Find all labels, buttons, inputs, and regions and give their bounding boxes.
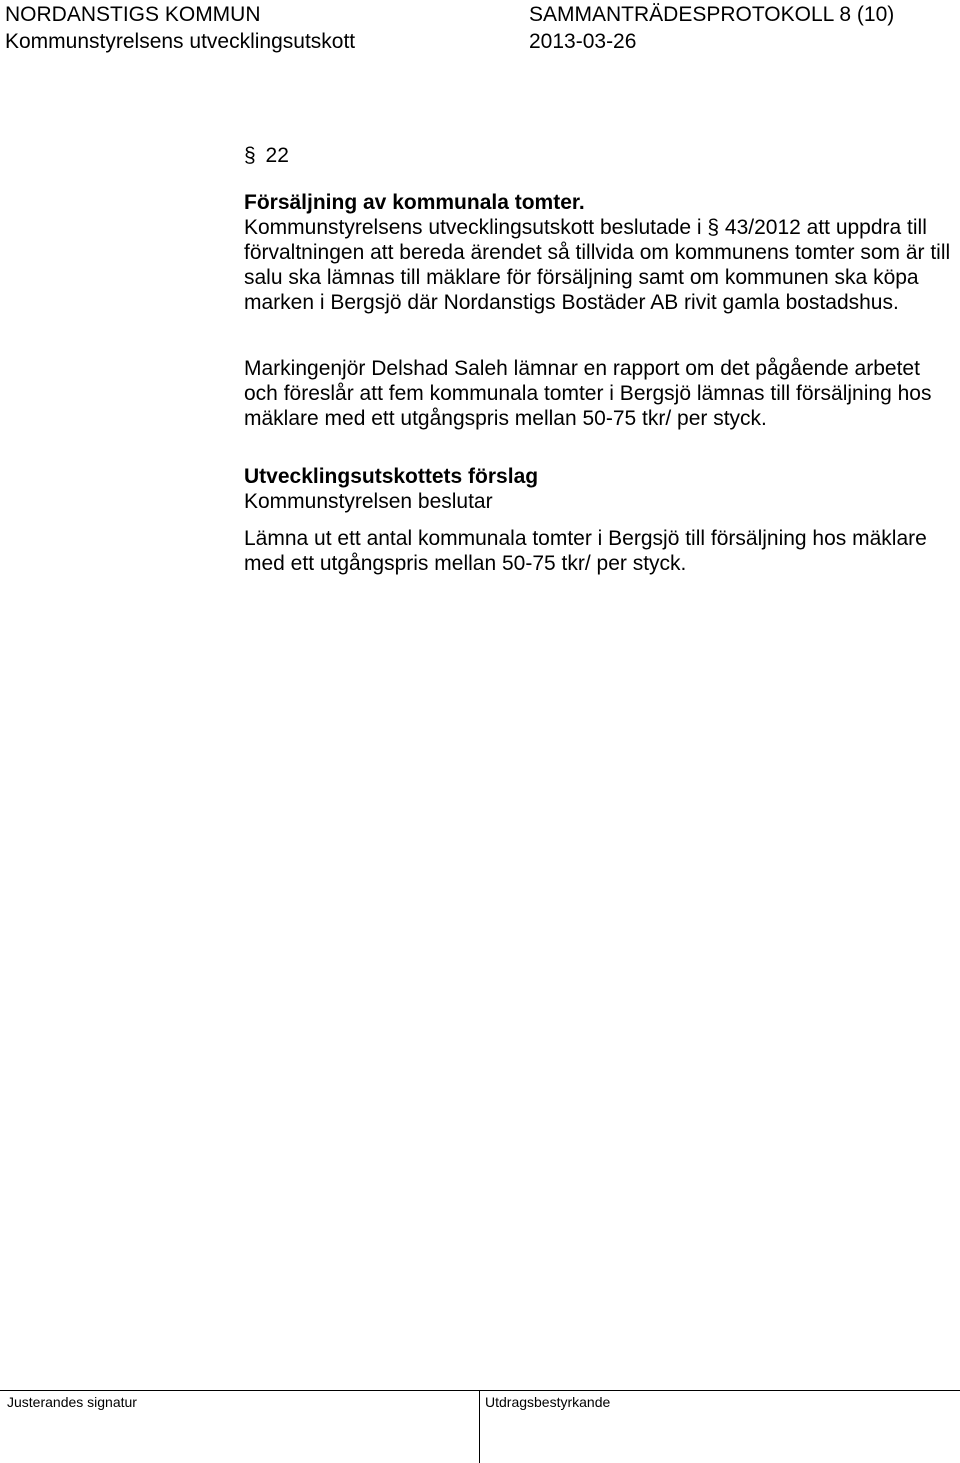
footer-divider-line — [0, 1390, 960, 1391]
report-paragraph — [244, 356, 956, 431]
proposal-subheading: Kommunstyrelsen beslutar — [244, 490, 493, 513]
body-paragraph: Markingenjör Delshad Saleh lämnar en rapport om det pågående arbetet och föreslår att fem kommunala tomter i Bergsjö lämnas till försäljning hos mäklare med ett utgångspris mellan 50-75 tkr/ per styck. — [244, 357, 932, 430]
signature-label: Justerandes signatur — [7, 1394, 137, 1410]
footer-column-divider — [479, 1390, 480, 1463]
committee-name: Kommunstyrelsens utvecklingsutskott — [5, 30, 356, 53]
proposal-heading: Utvecklingsutskottets förslag — [244, 465, 539, 488]
section-symbol: § — [244, 144, 256, 167]
body-paragraph: Kommunstyrelsens utvecklingsutskott beslutade i § 43/2012 att uppdra till förvaltningen att bereda ärendet så tillvida om kommunens tomter som är till salu ska lämnas till mäklare för försäljning samt om kommunen ska köpa marken i Bergsjö där Nordanstigs Bostäder AB rivit gamla bostadshus. — [244, 216, 951, 314]
background-paragraph — [244, 215, 956, 315]
section-title: Försäljning av kommunala tomter. — [244, 191, 585, 214]
organization-name: NORDANSTIGS KOMMUN — [5, 3, 261, 26]
decision-text: Lämna ut ett antal kommunala tomter i Bergsjö till försäljning hos mäklare med ett utgångspris mellan 50-75 tkr/ per styck. — [244, 527, 927, 575]
section-marker — [244, 143, 289, 169]
meeting-date: 2013-03-26 — [529, 30, 637, 53]
certification-label: Utdragsbestyrkande — [485, 1394, 611, 1410]
section-number: 22 — [265, 144, 289, 167]
decision-paragraph — [244, 526, 956, 576]
protocol-page-label: SAMMANTRÄDESPROTOKOLL 8 (10) — [529, 3, 895, 26]
